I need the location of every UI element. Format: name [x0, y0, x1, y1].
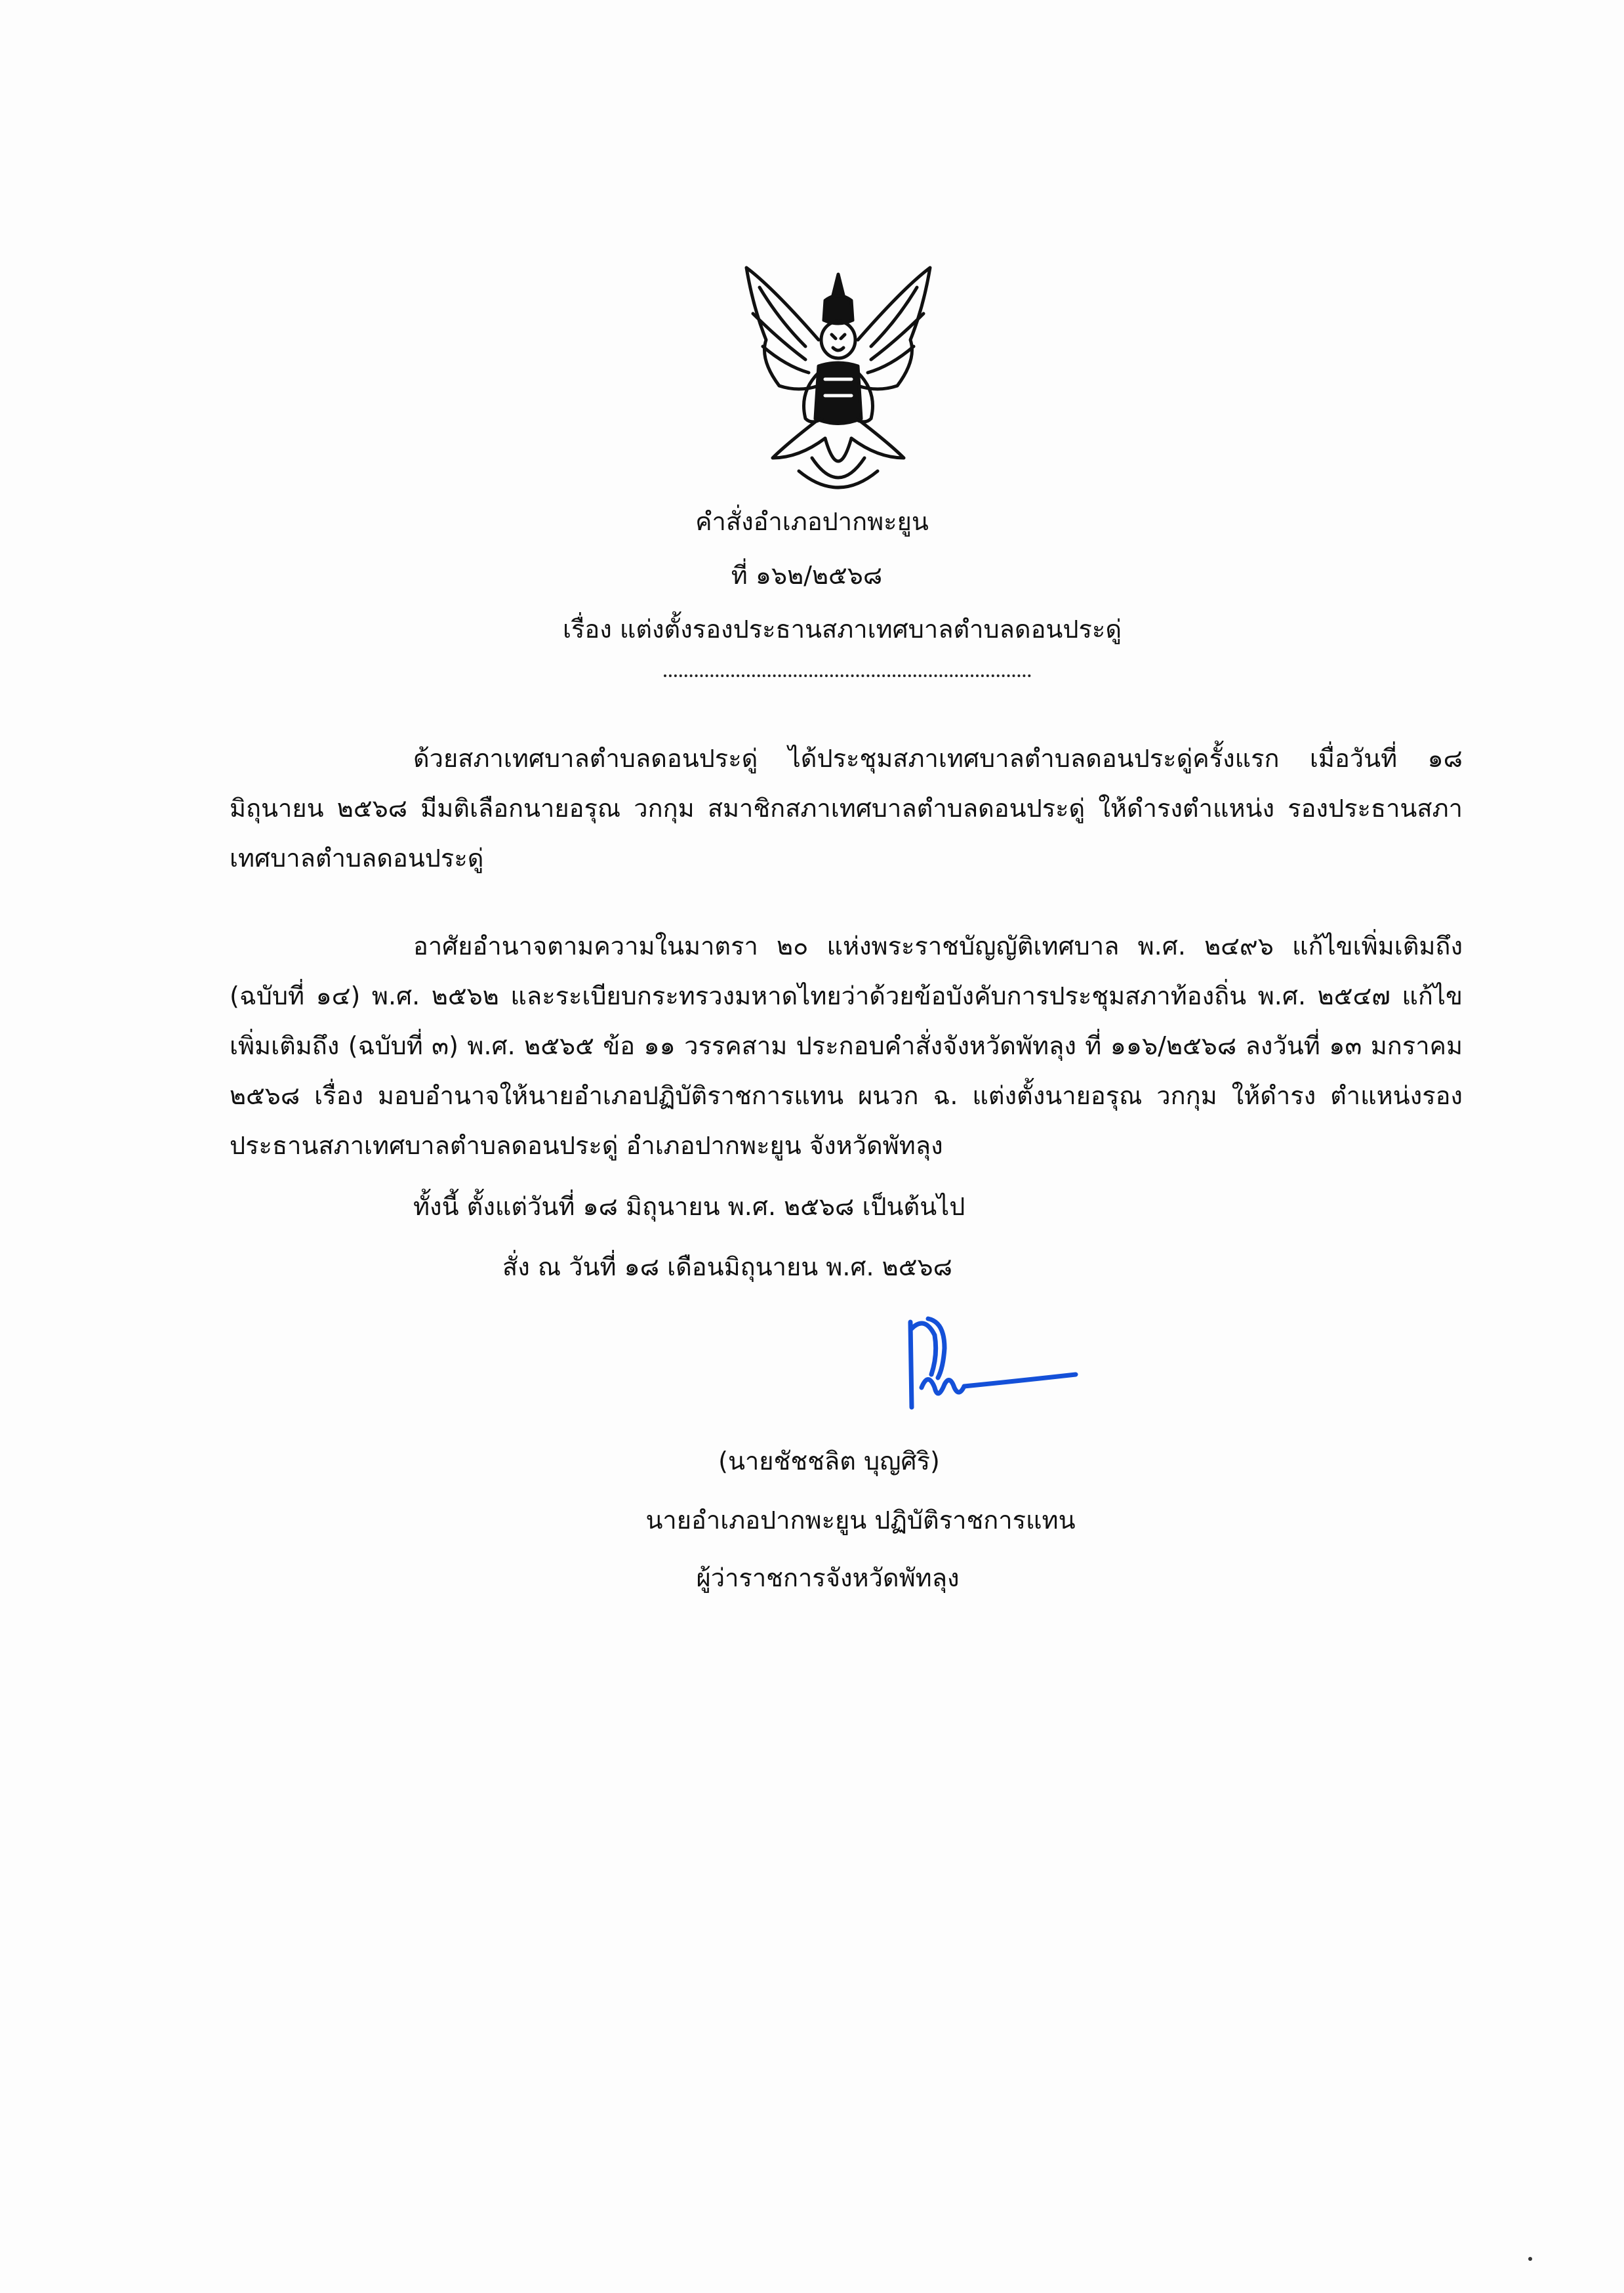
header-divider [664, 667, 1031, 677]
order-subject: เรื่อง แต่งตั้งรองประธานสภาเทศบาลตำบลดอนประดู่ [562, 615, 1122, 644]
signatory-name: (นายชัชชลิต บุญศิริ) [718, 1447, 940, 1476]
order-title: คำสั่งอำเภอปากพะยูน [695, 507, 929, 536]
effective-date: ทั้งนี้ ตั้งแต่วันที่ ๑๘ มิถุนายน พ.ศ. ๒๕๖๘ เป็นต้นไป [413, 1192, 965, 1221]
garuda-emblem-icon [733, 261, 943, 504]
paragraph-1-text: ด้วยสภาเทศบาลตำบลดอนประดู่ ได้ประชุมสภาเทศบาลตำบลดอนประดู่ครั้งแรก เมื่อวันที่ ๑๘ มิถุนายน ๒๕๖๘ มีมติเลือกนายอรุณ วกกุม สมาชิกสภาเทศบาลตำบลดอนประดู่ ให้ดำรงตำแหน่ง รองประธานสภาเทศบาลตำบลดอนประดู่ [230, 744, 1463, 873]
signature-icon [899, 1309, 1082, 1427]
paragraph-1 [230, 733, 1463, 883]
order-date: สั่ง ณ วันที่ ๑๘ เดือนมิถุนายน พ.ศ. ๒๕๖๘ [502, 1252, 952, 1281]
signatory-on-behalf: ผู้ว่าราชการจังหวัดพัทลุง [696, 1563, 960, 1592]
scan-speck [1528, 2257, 1532, 2261]
paragraph-2-text: อาศัยอำนาจตามความในมาตรา ๒๐ แห่งพระราชบัญญัติเทศบาล พ.ศ. ๒๔๙๖ แก้ไขเพิ่มเติมถึง (ฉบับที่ ๑๔) พ.ศ. ๒๕๖๒ และระเบียบกระทรวงมหาดไทยว่าด้วยข้อบังคับการประชุมสภาท้องถิ่น พ.ศ. ๒๕๔๗ แก้ไขเพิ่มเติมถึง (ฉบับที่ ๓) พ.ศ. ๒๕๖๕ ข้อ ๑๑ วรรคสาม ประกอบคำสั่งจังหวัดพัทลุง ที่ ๑๑๖/๒๕๖๘ ลงวันที่ ๑๓ มกราคม ๒๕๖๘ เรื่อง มอบอำนาจให้นายอำเภอปฏิบัติราชการแทน ผนวก ฉ. แต่งตั้งนายอรุณ วกกุม ให้ดำรง ตำแหน่งรองประธานสภาเทศบาลตำบลดอนประดู่ อำเภอปากพะยูน จังหวัดพัทลุง [230, 932, 1463, 1160]
signatory-position: นายอำเภอปากพะยูน ปฏิบัติราชการแทน [645, 1506, 1076, 1535]
order-number: ที่ ๑๖๒/๒๕๖๘ [731, 561, 883, 590]
paragraph-2 [230, 921, 1463, 1170]
